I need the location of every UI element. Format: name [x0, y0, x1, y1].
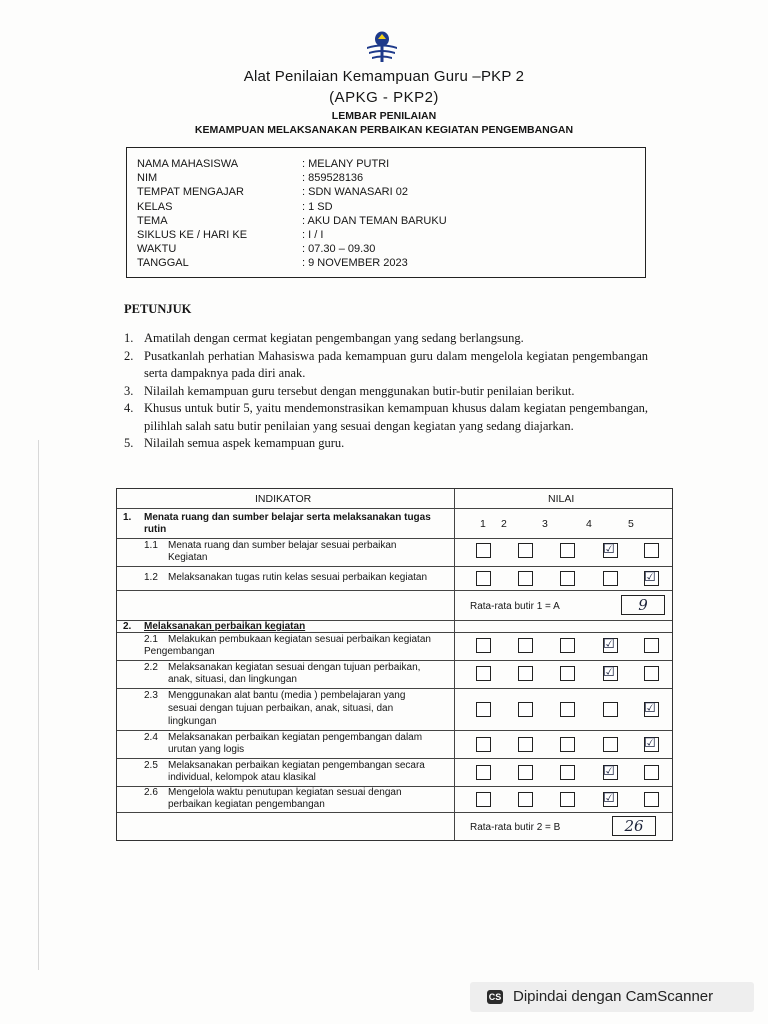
average-1-value[interactable]: 9 [621, 595, 665, 615]
instruction-num: 5. [124, 436, 134, 450]
indicator-num: 2.2 [144, 662, 158, 673]
indicator-text: Melaksanakan perbaikan kegiatan pengembangan dalam [168, 732, 423, 743]
rating-checkbox-2[interactable] [518, 666, 533, 681]
instruction-item [124, 383, 648, 401]
form-subtitle: LEMBAR PENILAIAN [331, 110, 437, 122]
rating-checkbox-1[interactable] [476, 638, 491, 653]
indicator-num: 1.1 [144, 540, 158, 551]
info-label: NIM [137, 172, 158, 184]
rating-checkbox-2[interactable] [518, 543, 533, 558]
table-rule [117, 730, 672, 731]
rating-checkbox-4[interactable] [603, 571, 618, 586]
info-label: SIKLUS KE / HARI KE [137, 229, 248, 241]
indicator-text: Mengelola waktu penutupan kegiatan sesuai dengan [168, 787, 402, 798]
rating-checkbox-5[interactable] [644, 765, 659, 780]
indicator-num: 1.2 [144, 572, 158, 583]
form-subtitle-2: KEMAMPUAN MELAKSANAKAN PERBAIKAN KEGIATAN PENGEMBANGAN [194, 124, 574, 136]
header-indikator: INDIKATOR [255, 493, 312, 505]
indicator-text: Melakukan pembukaan kegiatan sesuai perbaikan kegiatan [168, 634, 431, 645]
info-label: NAMA MAHASISWA [137, 158, 239, 170]
form-code: (APKG - PKP2) [329, 89, 439, 106]
rating-checkbox-5[interactable] [644, 638, 659, 653]
indicator-num: 2.1 [144, 634, 158, 645]
indicator-text-3: lingkungan [168, 716, 217, 727]
info-value: : 07.30 – 09.30 [302, 243, 376, 255]
rating-checkbox-4[interactable] [603, 638, 618, 653]
info-label: TANGGAL [137, 257, 189, 269]
instruction-text: Pusatkanlah perhatian Mahasiswa pada kemampuan guru dalam mengelola kegiatan pengembangan serta dampaknya pada diri anak. [144, 348, 648, 380]
checkmark-icon: ☑ [603, 764, 615, 779]
table-rule [117, 812, 672, 813]
info-value: : I / I [302, 229, 324, 241]
rating-checkbox-2[interactable] [518, 571, 533, 586]
indicator-text-2: individual, kelompok atau klasikal [168, 772, 316, 783]
rating-checkbox-5[interactable] [644, 737, 659, 752]
checkmark-icon: ☑ [644, 570, 656, 585]
indicator-num: 2.3 [144, 690, 158, 701]
instruction-num: 3. [124, 383, 134, 398]
section-1-title: Menata ruang dan sumber belajar serta melaksanakan tugas [144, 512, 431, 523]
rating-checkbox-2[interactable] [518, 638, 533, 653]
average-1-label: Rata-rata butir 1 = A [470, 601, 560, 612]
indicator-text: Menata ruang dan sumber belajar sesuai perbaikan [168, 540, 397, 551]
student-info-box [126, 147, 646, 278]
info-label: TEMPAT MENGAJAR [137, 186, 244, 198]
rating-checkbox-5[interactable] [644, 543, 659, 558]
checkmark-icon: ☑ [644, 736, 656, 751]
rating-checkbox-4[interactable] [603, 702, 618, 717]
rating-checkbox-4[interactable] [603, 792, 618, 807]
rating-checkbox-3[interactable] [560, 702, 575, 717]
rating-checkbox-1[interactable] [476, 543, 491, 558]
form-title: Alat Penilaian Kemampuan Guru –PKP 2 [243, 68, 525, 85]
section-1-num: 1. [123, 512, 132, 523]
instruction-text: Amatilah dengan cermat kegiatan pengembangan yang sedang berlangsung. [144, 331, 524, 345]
indicator-text-2: sesuai dengan tujuan perbaikan, anak, situasi, dan [168, 703, 394, 714]
indicator-text: Melaksanakan kegiatan sesuai dengan tujuan perbaikan, [168, 662, 421, 673]
rating-checkbox-4[interactable] [603, 666, 618, 681]
university-logo [363, 30, 401, 64]
table-rule [117, 688, 672, 689]
rating-checkbox-1[interactable] [476, 666, 491, 681]
rating-checkbox-5[interactable] [644, 702, 659, 717]
instructions-list [124, 330, 648, 453]
info-value: : 859528136 [302, 172, 364, 184]
instruction-item [124, 348, 648, 383]
rating-checkbox-3[interactable] [560, 666, 575, 681]
scale-label-1: 1 [480, 518, 486, 530]
instruction-num: 1. [124, 331, 134, 345]
instruction-item [124, 400, 648, 435]
indicator-text: Menggunakan alat bantu (media ) pembelajaran yang [168, 690, 406, 701]
rating-checkbox-3[interactable] [560, 638, 575, 653]
indicator-text: Melaksanakan tugas rutin kelas sesuai perbaikan kegiatan [168, 572, 428, 583]
rating-checkbox-3[interactable] [560, 543, 575, 558]
section-2-num: 2. [123, 621, 132, 632]
scale-label-2: 2 [501, 518, 507, 530]
instruction-item [124, 435, 648, 453]
indicator-text: Melaksanakan perbaikan kegiatan pengembangan secara [168, 760, 425, 771]
instruction-num: 2. [124, 348, 134, 363]
rating-checkbox-3[interactable] [560, 792, 575, 807]
rating-checkbox-1[interactable] [476, 737, 491, 752]
indicator-text-2: urutan yang logis [168, 744, 245, 755]
checkmark-icon: ☑ [603, 637, 615, 652]
table-rule [117, 590, 672, 591]
table-rule [117, 758, 672, 759]
rating-checkbox-4[interactable] [603, 737, 618, 752]
rating-checkbox-4[interactable] [603, 765, 618, 780]
info-label: KELAS [137, 201, 173, 213]
scale-label-4: 4 [586, 518, 592, 530]
section-1-title-2: rutin [144, 524, 167, 535]
instruction-text: Khusus untuk butir 5, yaitu mendemonstrasikan kemampuan khusus dalam kegiatan pengembangan, pilihlah salah satu butir penilaian yang sesuai dengan kegiatan yang sedang diajarkan. [144, 401, 648, 433]
camscanner-watermark [470, 982, 754, 1012]
checkmark-icon: ☑ [603, 542, 615, 557]
rating-checkbox-1[interactable] [476, 702, 491, 717]
table-rule [117, 566, 672, 567]
info-value: : 1 SD [302, 201, 333, 213]
checkmark-icon: ☑ [603, 791, 615, 806]
indicator-text-2: Pengembangan [144, 646, 215, 657]
rating-checkbox-1[interactable] [476, 571, 491, 586]
rating-checkbox-1[interactable] [476, 792, 491, 807]
camscanner-label: Dipindai dengan CamScanner [513, 988, 714, 1005]
rating-checkbox-2[interactable] [518, 765, 533, 780]
rating-checkbox-5[interactable] [644, 571, 659, 586]
indicator-num: 2.4 [144, 732, 158, 743]
rating-checkbox-2[interactable] [518, 702, 533, 717]
rating-checkbox-3[interactable] [560, 571, 575, 586]
info-label: WAKTU [137, 243, 177, 255]
checkmark-icon: ☑ [603, 665, 615, 680]
table-rule [117, 660, 672, 661]
average-2-value[interactable]: 26 [612, 816, 656, 836]
indicator-num: 2.6 [144, 787, 158, 798]
scale-label-3: 3 [542, 518, 548, 530]
rating-checkbox-5[interactable] [644, 792, 659, 807]
instruction-text: Nilailah kemampuan guru tersebut dengan menggunakan butir-butir penilaian berikut. [144, 383, 575, 398]
info-value: : SDN WANASARI 02 [302, 186, 408, 198]
rating-checkbox-2[interactable] [518, 792, 533, 807]
table-divider [454, 489, 455, 840]
rating-checkbox-4[interactable] [603, 543, 618, 558]
camscanner-icon: CS [488, 992, 502, 1002]
rating-checkbox-2[interactable] [518, 737, 533, 752]
indicator-text-2: anak, situasi, dan lingkungan [168, 674, 297, 685]
info-value: : 9 NOVEMBER 2023 [302, 257, 408, 269]
average-2-label: Rata-rata butir 2 = B [470, 822, 561, 833]
indicator-num: 2.5 [144, 760, 158, 771]
rating-checkbox-5[interactable] [644, 666, 659, 681]
info-label: TEMA [137, 215, 168, 227]
info-value: : AKU DAN TEMAN BARUKU [302, 215, 447, 227]
scale-label-5: 5 [628, 518, 634, 530]
section-2-title: Melaksanakan perbaikan kegiatan [144, 621, 306, 632]
instruction-text: Nilailah semua aspek kemampuan guru. [144, 436, 345, 450]
instructions-heading: PETUNJUK [124, 302, 192, 316]
rating-checkbox-3[interactable] [560, 737, 575, 752]
info-value: : MELANY PUTRI [302, 158, 390, 170]
instruction-item [124, 330, 648, 348]
header-nilai: NILAI [548, 493, 575, 505]
indicator-text-2: perbaikan kegiatan pengembangan [168, 799, 325, 810]
rating-checkbox-3[interactable] [560, 765, 575, 780]
checkmark-icon: ☑ [644, 701, 656, 716]
rating-checkbox-1[interactable] [476, 765, 491, 780]
instruction-num: 4. [124, 401, 134, 415]
table-rule [117, 538, 672, 539]
table-rule [117, 508, 672, 509]
scan-edge [38, 440, 39, 970]
assessment-table [116, 488, 673, 841]
indicator-text-2: Kegiatan [168, 552, 208, 563]
